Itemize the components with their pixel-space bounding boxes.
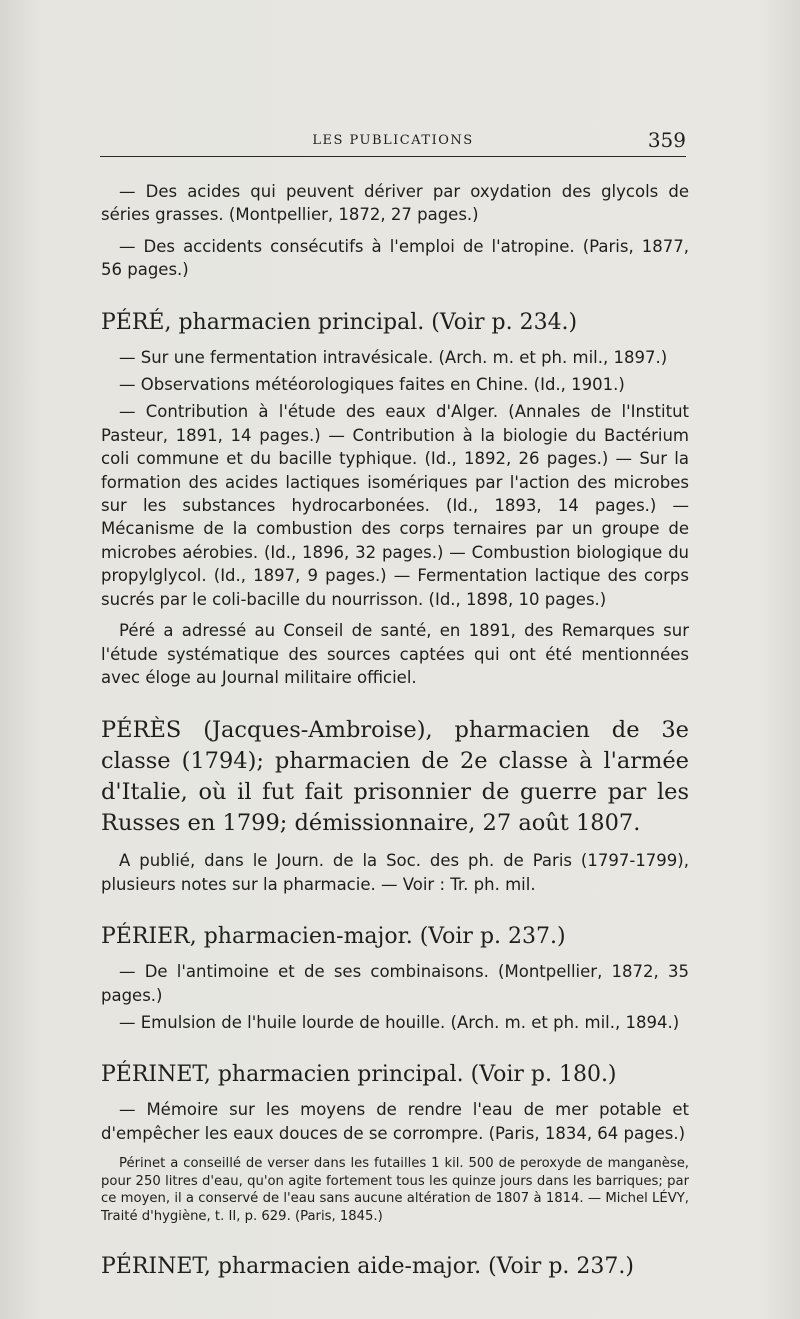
publication-entry: — Emulsion de l'huile lourde de houille. (Arch. m. et ph. mil., 1894.)	[119, 1012, 680, 1032]
footnote-paragraph: Périnet a conseillé de verser dans les futailles 1 kil. 500 de peroxyde de manganèse, pour 250 litres d'eau, qu'on agite fortement tous les quinze jours dans les barriques; par ce moyen, il a conservé de l'eau sans aucune altération de 1807 à 1814. — Michel LÉVY, Traité d'hygiène, t. II, p. 629. (Paris, 1845.)	[101, 1156, 689, 1224]
running-head	[100, 128, 686, 154]
author-heading-perier: PÉRIER, pharmacien-major. (Voir p. 237.)	[101, 924, 566, 950]
header-rule	[100, 156, 686, 157]
publication-entry: — Sur une fermentation intravésicale. (Arch. m. et ph. mil., 1897.)	[119, 347, 668, 367]
note-paragraph: Péré a adressé au Conseil de santé, en 1891, des Remarques sur l'étude systématique des sources captées qui ont été mentionnées avec éloge au Journal militaire officiel.	[101, 621, 689, 687]
author-heading-perinet-aide-major: PÉRINET, pharmacien aide-major. (Voir p. 237.)	[101, 1253, 634, 1279]
publication-entry: — Contribution à l'étude des eaux d'Alger. (Annales de l'Institut Pasteur, 1891, 14 pages.) — Contribution à la biologie du Bactérium coli commune et du bacille typhique. (Id., 1892, 26 pages.) — Sur la formation des acides lactiques isomériques par l'action des microbes sur les substances hydrocarbonées. (Id., 1893, 14 pages.) — Mécanisme de la combustion des corps ternaires par un groupe de microbes aérobies. (Id., 1896, 32 pages.) — Combustion biologique du propylglycol. (Id., 1897, 9 pages.) — Fermentation lactique des corps sucrés par le coli-bacille du nourrisson. (Id., 1898, 10 pages.)	[101, 402, 689, 609]
publication-entry: — De l'antimoine et de ses combinaisons. (Montpellier, 1872, 35 pages.)	[101, 962, 689, 1005]
page-body	[101, 180, 689, 1282]
publication-entry: — Observations météorologiques faites en Chine. (Id., 1901.)	[119, 375, 625, 395]
author-heading-pere: PÉRÉ, pharmacien principal. (Voir p. 234.)	[101, 309, 578, 335]
running-title: LES PUBLICATIONS	[312, 133, 474, 148]
author-heading-perinet: PÉRINET, pharmacien principal. (Voir p. 180.)	[101, 1062, 617, 1088]
publication-entry: — Des acides qui peuvent dériver par oxydation des glycols de séries grasses. (Montpellier, 1872, 27 pages.)	[101, 182, 689, 225]
publication-entry: — Des accidents consécutifs à l'emploi de l'atropine. (Paris, 1877, 56 pages.)	[101, 236, 689, 280]
note-paragraph: A publié, dans le Journ. de la Soc. des ph. de Paris (1797-1799), plusieurs notes sur la pharmacie. — Voir : Tr. ph. mil.	[101, 851, 689, 894]
author-heading-peres: PÉRÈS (Jacques-Ambroise), pharmacien de 3e classe (1794); pharmacien de 2e classe à l'armée d'Italie, où il fut fait prisonnier de guerre par les Russes en 1799; démissionnaire, 27 août 1807.	[101, 717, 689, 837]
page-number: 359	[647, 128, 686, 152]
publication-entry: — Mémoire sur les moyens de rendre l'eau de mer potable et d'empêcher les eaux douces de se corrompre. (Paris, 1834, 64 pages.)	[101, 1100, 689, 1143]
